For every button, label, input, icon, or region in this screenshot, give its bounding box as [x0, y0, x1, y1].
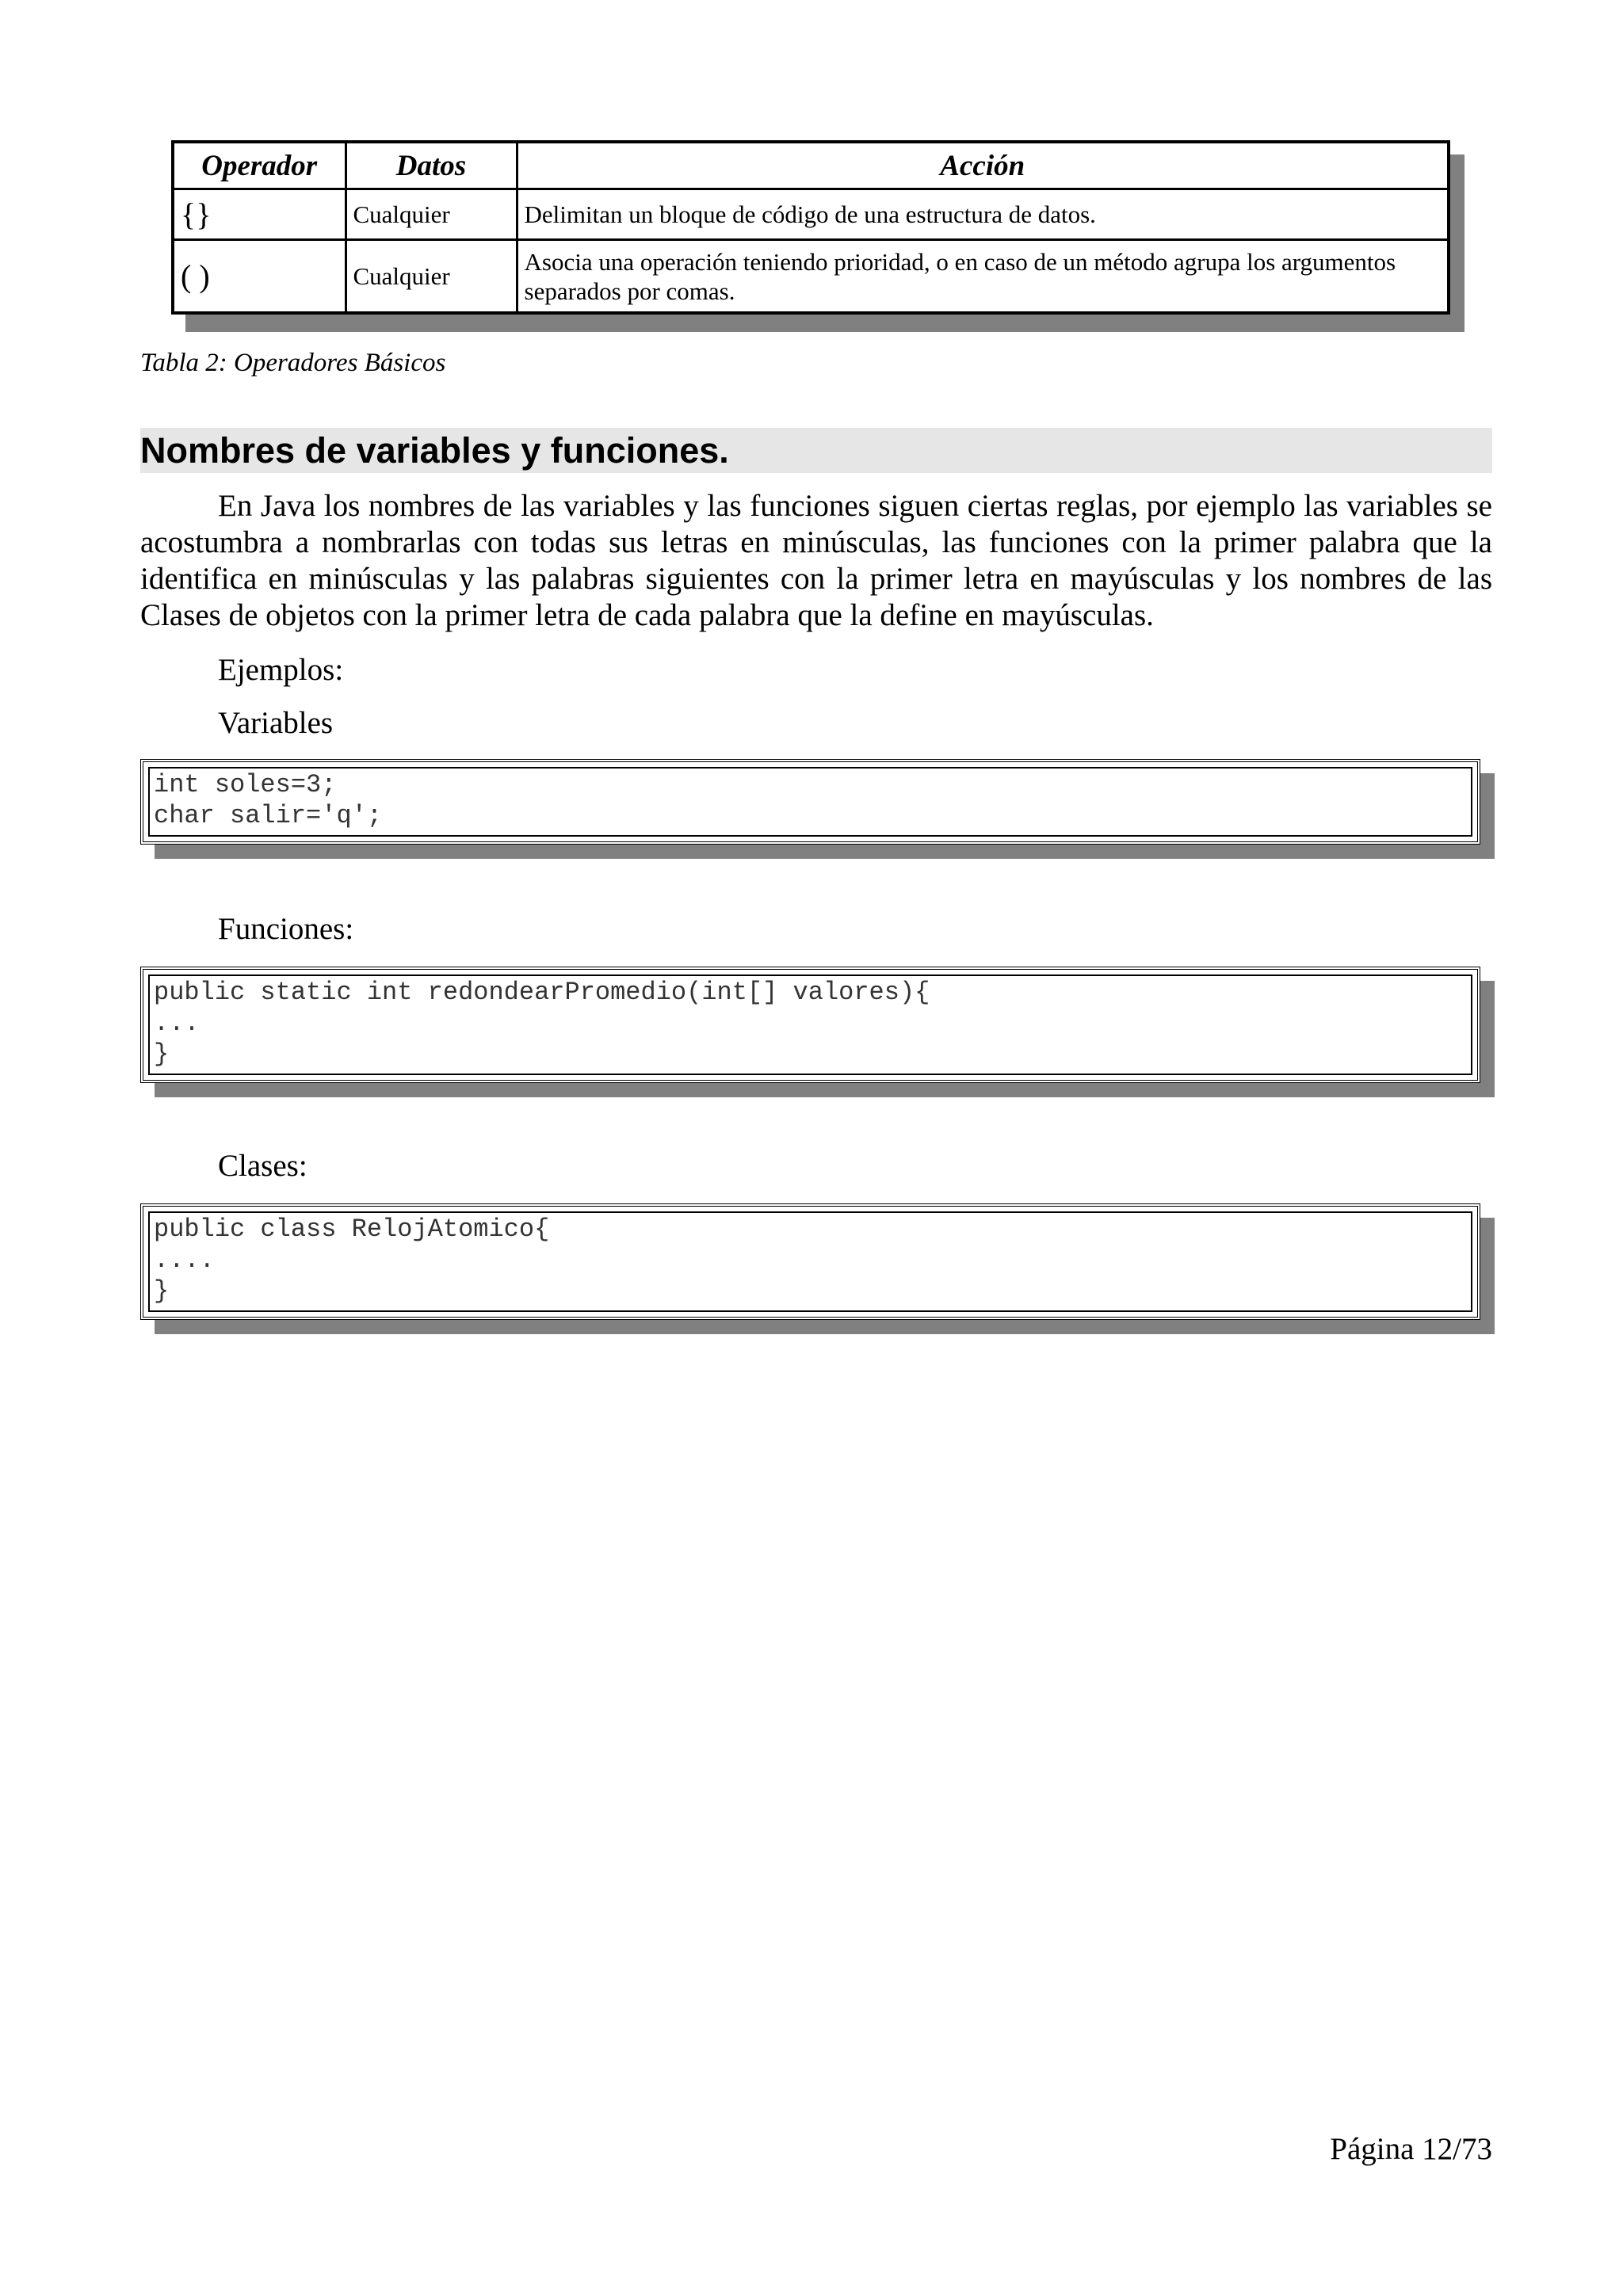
- table-caption: Tabla 2: Operadores Básicos: [140, 349, 446, 377]
- cell-operator: {}: [173, 189, 346, 240]
- variables-code-block: [140, 759, 1480, 845]
- classes-code-block: [140, 1203, 1480, 1320]
- variables-label: Variables: [218, 706, 334, 740]
- table-row: [173, 240, 1449, 314]
- functions-label: Funciones:: [218, 912, 354, 946]
- table-header-row: [173, 142, 1449, 189]
- code-line: }: [154, 1276, 170, 1306]
- page-number: Página 12/73: [1330, 2132, 1492, 2166]
- code-line: public static int redondearPromedio(int[] valores){: [154, 978, 930, 1007]
- code-line: char salir='q';: [154, 801, 383, 830]
- cell-action: Asocia una operación teniendo prioridad, o en caso de un método agrupa los argumentos separados por comas.: [517, 240, 1449, 314]
- code-line: int soles=3;: [154, 770, 337, 799]
- header-datos: Datos: [346, 142, 517, 189]
- code-line: public class RelojAtomico{: [154, 1215, 550, 1244]
- classes-label: Clases:: [218, 1149, 307, 1183]
- cell-operator: ( ): [173, 240, 346, 314]
- code-line: ...: [154, 1009, 200, 1038]
- section-heading: Nombres de variables y funciones.: [140, 428, 1492, 473]
- code-line: ....: [154, 1245, 215, 1275]
- table-row: [173, 189, 1449, 240]
- cell-action: Delimitan un bloque de código de una estructura de datos.: [517, 189, 1449, 240]
- examples-label: Ejemplos:: [218, 653, 344, 687]
- header-operador: Operador: [173, 142, 346, 189]
- section-paragraph: En Java los nombres de las variables y las funciones siguen ciertas reglas, por ejemplo las variables se acostumbra a nombrarlas con todas sus letras en minúsculas, las funciones con la primer palabra que la identifica en minúsculas y las palabras siguientes con la primer letra en mayúsculas y los nombres de las Clases de objetos con la primer letra de cada palabra que la define en mayúsculas.: [140, 489, 1492, 632]
- operators-table: [171, 140, 1450, 315]
- cell-data: Cualquier: [346, 240, 517, 314]
- operators-table-container: [171, 140, 1450, 315]
- cell-data: Cualquier: [346, 189, 517, 240]
- functions-code-block: [140, 967, 1480, 1083]
- code-line: }: [154, 1039, 170, 1069]
- header-accion: Acción: [517, 142, 1449, 189]
